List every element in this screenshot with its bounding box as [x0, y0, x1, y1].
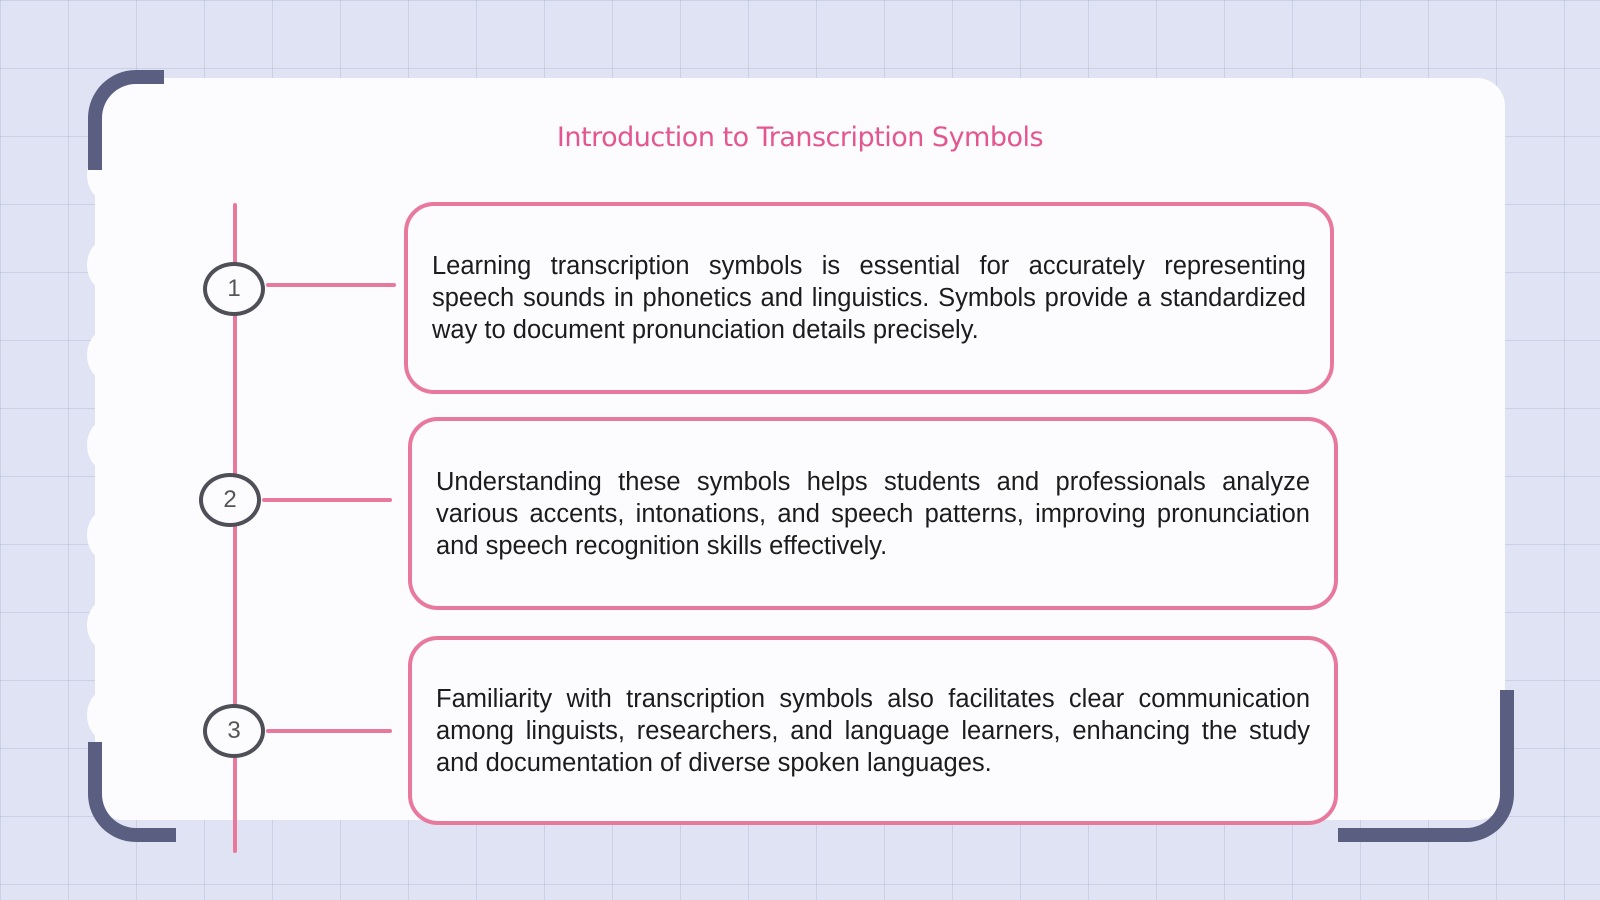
step-text-2: Understanding these symbols helps students and professionals analyze various accents, intonations, and speech patterns, improving pronunciation and speech recognition skills effectively.: [436, 467, 1310, 560]
card-edge-scallop: [87, 690, 125, 740]
card-edge-scallop: [87, 420, 125, 470]
card-edge-scallop: [87, 510, 125, 560]
step-text-1: Learning transcription symbols is essential for accurately representing speech sounds in phonetics and linguistics. Symbols provide a standardized way to document pronunciation details precisely.: [432, 252, 1306, 344]
step-box-1: [404, 202, 1334, 394]
timeline-connector: [262, 498, 392, 502]
step-number-2: 2: [199, 473, 261, 527]
step-box-3: [408, 636, 1338, 825]
frame-corner-bottom-left: [88, 742, 176, 842]
card-edge-scallop: [87, 330, 125, 380]
step-box-2: [408, 417, 1338, 610]
step-text-3: Familiarity with transcription symbols also facilitates clear communication among linguists, researchers, and language learners, enhancing the study and documentation of diverse spoken languages.: [436, 684, 1310, 777]
timeline-connector: [266, 729, 392, 733]
timeline-connector: [266, 283, 396, 287]
card-edge-scallop: [87, 600, 125, 650]
slide-title: Introduction to Transcription Symbols: [556, 122, 1044, 153]
frame-corner-bottom-right: [1338, 690, 1514, 842]
frame-corner-top-left: [88, 70, 164, 170]
step-number-3: 3: [203, 704, 265, 758]
step-number-1: 1: [203, 262, 265, 316]
card-edge-scallop: [87, 240, 125, 290]
